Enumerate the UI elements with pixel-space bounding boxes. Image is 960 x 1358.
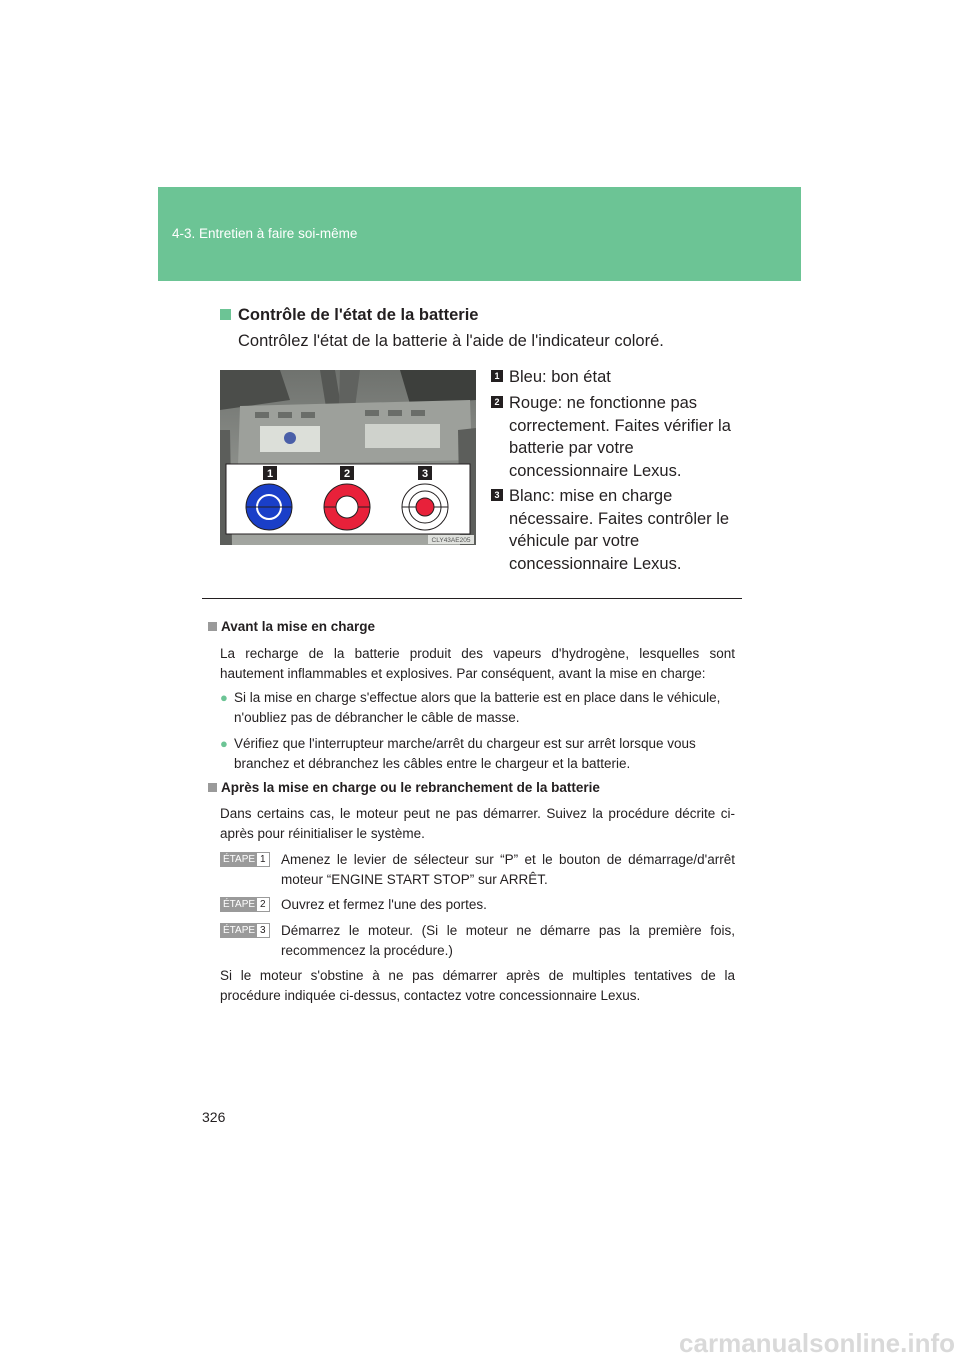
step-number: 1 xyxy=(260,854,266,865)
svg-text:1: 1 xyxy=(266,468,274,480)
heading-text: Contrôle de l'état de la batterie xyxy=(238,306,479,324)
paragraph: La recharge de la batterie produit des vapeurs d'hydrogène, lesquelles sont hautement inflammables et explosives. Par conséquent, avant la mise en charge: xyxy=(220,646,735,681)
bullet-text: Si la mise en charge s'effectue alors que la batterie est en place dans le véhicule, n'oubliez pas de débrancher le câble de masse. xyxy=(234,690,721,725)
intro-text: Contrôlez l'état de la batterie à l'aide de l'indicateur coloré. xyxy=(238,332,664,350)
step-text: Démarrez le moteur. (Si le moteur ne démarre pas la première fois, recommencez la procédure.) xyxy=(281,923,735,958)
item-text: Blanc: mise en charge nécessaire. Faites contrôler le véhicule par votre concessionnaire Lexus. xyxy=(509,487,730,573)
section-title: 4-3. Entretien à faire soi-même xyxy=(172,226,358,241)
item-text: Rouge: ne fonctionne pas correctement. Faites vérifier la batterie par votre concessionnaire Lexus. xyxy=(509,394,731,480)
number-badge-2: 2 xyxy=(491,396,503,408)
svg-text:3: 3 xyxy=(421,468,429,480)
step-label: ÉTAPE xyxy=(223,854,256,865)
page-number: 326 xyxy=(202,1109,226,1125)
step-text: Ouvrez et fermez l'une des portes. xyxy=(281,897,487,912)
circle-bullet-icon: ● xyxy=(220,690,228,705)
figure-code: CLY43AE205 xyxy=(431,537,471,544)
closing-paragraph: Si le moteur s'obstine à ne pas démarrer après de multiples tentatives de la procédure indiquée ci-dessus, contactez votre concessionnaire Lexus. xyxy=(220,968,735,1003)
subsection-title: Après la mise en charge ou le rebranchement de la batterie xyxy=(221,780,600,795)
subsection-title: Avant la mise en charge xyxy=(221,619,376,634)
step-number: 3 xyxy=(260,925,266,936)
step-label: ÉTAPE xyxy=(223,925,256,936)
bullet-text: Vérifiez que l'interrupteur marche/arrêt du chargeur est sur arrêt lorsque vous branchez et débranchez les câbles entre le chargeur et la batterie. xyxy=(234,736,696,771)
item-text: Bleu: bon état xyxy=(509,368,611,386)
number-badge-3: 3 xyxy=(491,489,503,501)
svg-text:2: 2 xyxy=(343,468,351,480)
paragraph: Dans certains cas, le moteur peut ne pas démarrer. Suivez la procédure décrite ci-après pour réinitialiser le système. xyxy=(220,806,735,841)
watermark-text: carmanualsonline.info xyxy=(679,1328,955,1358)
step-number: 2 xyxy=(260,899,266,910)
step-text: Amenez le levier de sélecteur sur “P” et le bouton de démarrage/d'arrêt moteur “ENGINE START STOP” sur ARRÊT. xyxy=(281,852,735,887)
step-label: ÉTAPE xyxy=(223,899,256,910)
circle-bullet-icon: ● xyxy=(220,736,228,751)
number-badge-1: 1 xyxy=(491,370,503,382)
